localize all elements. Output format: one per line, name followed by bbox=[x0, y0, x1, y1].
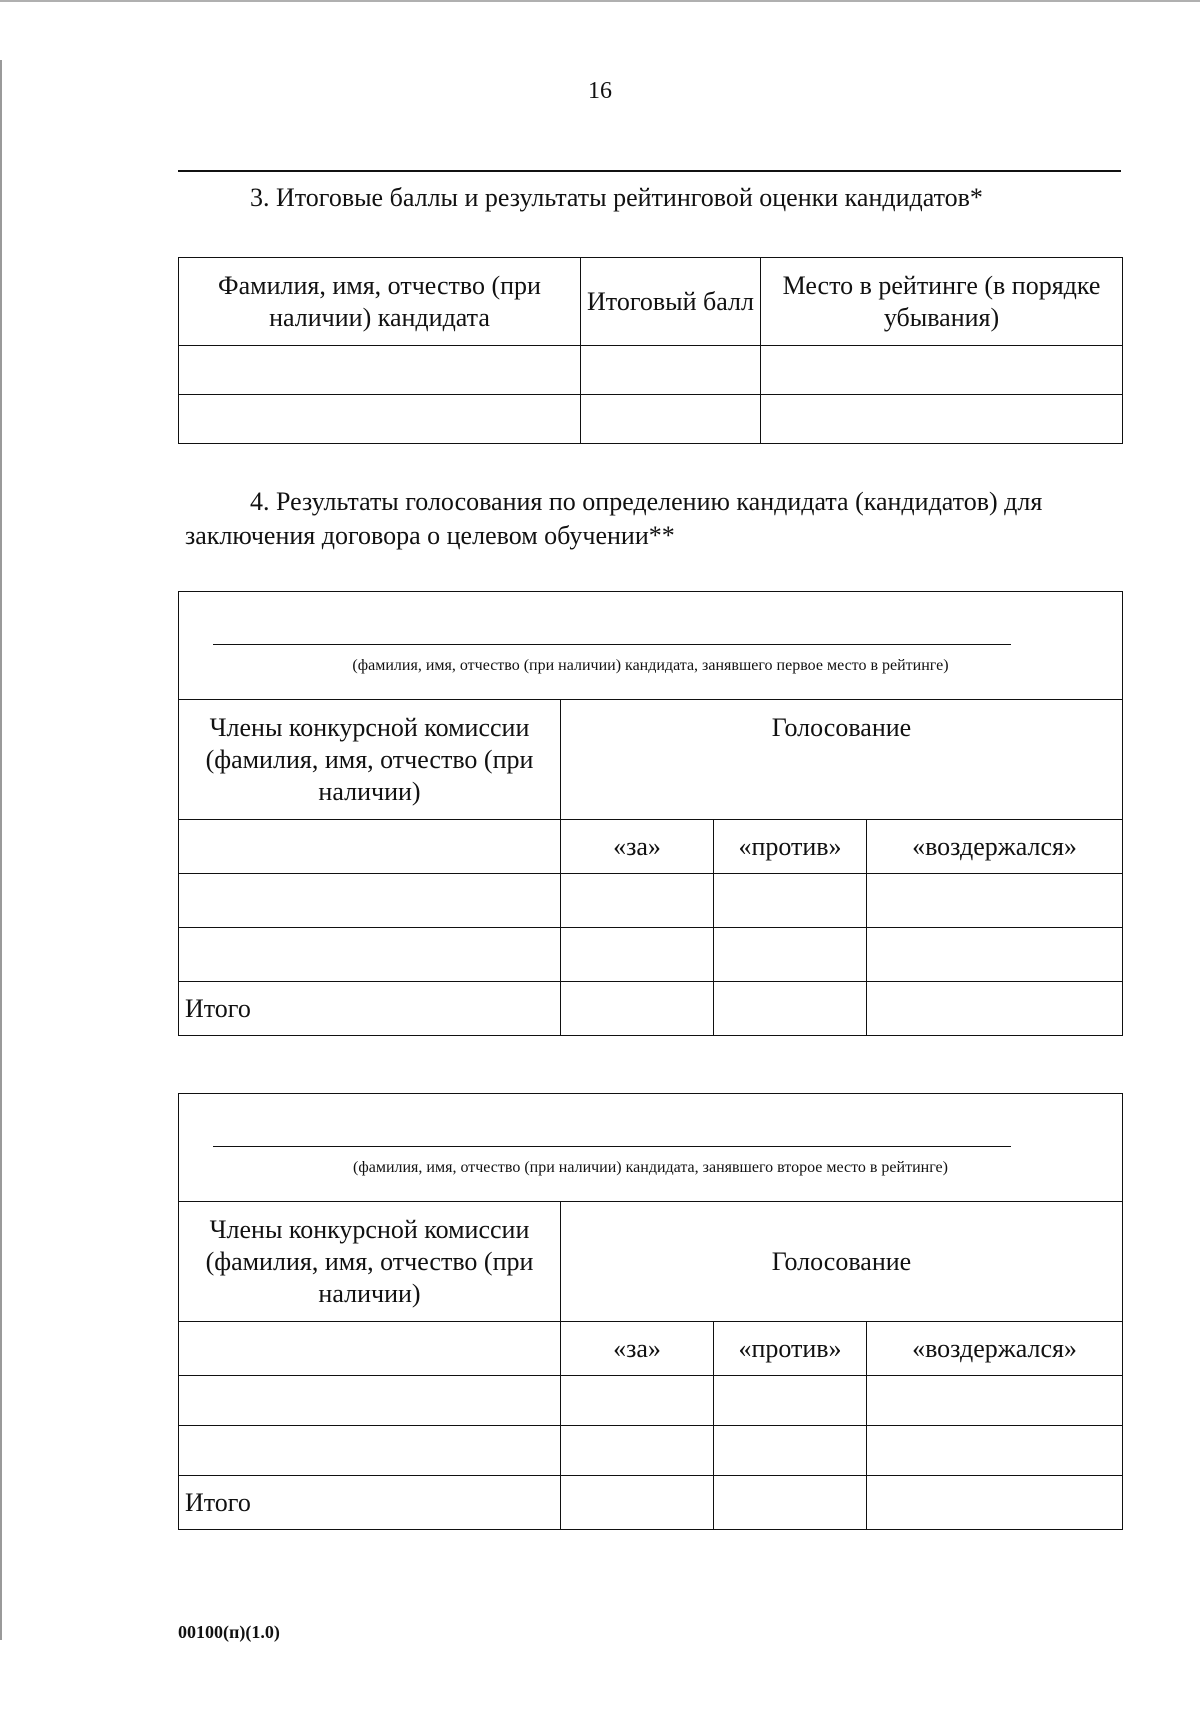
candidate-name-blank-line bbox=[213, 1146, 1011, 1147]
table-cell bbox=[179, 1426, 561, 1476]
section3-title: 3. Итоговые баллы и результаты рейтинговой оценки кандидатов* bbox=[250, 183, 983, 212]
table-cell bbox=[867, 1426, 1123, 1476]
table-cell bbox=[714, 1376, 867, 1426]
table-cell bbox=[714, 1426, 867, 1476]
vote-against-header: «против» bbox=[714, 820, 867, 874]
table-cell bbox=[867, 1476, 1123, 1530]
table-cell bbox=[179, 820, 561, 874]
total-label: Итого bbox=[179, 982, 561, 1036]
table-cell bbox=[714, 874, 867, 928]
table-cell bbox=[561, 1476, 714, 1530]
total-label: Итого bbox=[179, 1476, 561, 1530]
table-cell bbox=[561, 1426, 714, 1476]
page-number: 16 bbox=[588, 78, 612, 104]
header-rating-place: Место в рейтинге (в порядке убывания) bbox=[761, 258, 1123, 346]
first-place-caption: (фамилия, имя, отчество (при наличии) кандидата, занявшего первое место в рейтинге) bbox=[352, 657, 949, 674]
voting-table-first-place bbox=[178, 591, 1123, 1036]
second-place-caption: (фамилия, имя, отчество (при наличии) кандидата, занявшего второе место в рейтинге) bbox=[353, 1159, 948, 1176]
table-cell bbox=[867, 874, 1123, 928]
table-cell bbox=[179, 874, 561, 928]
rating-results-table bbox=[178, 257, 1123, 444]
table-cell bbox=[714, 928, 867, 982]
form-code: 00100(п)(1.0) bbox=[178, 1622, 280, 1642]
candidate-name-blank-line bbox=[213, 644, 1011, 645]
scan-left-edge bbox=[0, 60, 2, 1640]
table-cell bbox=[179, 395, 581, 444]
table-cell bbox=[179, 928, 561, 982]
table-cell bbox=[714, 1476, 867, 1530]
candidate-caption-cell bbox=[179, 1094, 1123, 1202]
table-cell bbox=[179, 1322, 561, 1376]
table-cell bbox=[867, 982, 1123, 1036]
section4-title: 4. Результаты голосования по определению кандидата (кандидатов) для заключения договора о целевом обучении** bbox=[185, 487, 1043, 550]
vote-abstain-header: «воздержался» bbox=[867, 1322, 1123, 1376]
table-cell bbox=[761, 346, 1123, 395]
members-header: Члены конкурсной комиссии (фамилия, имя, отчество (при наличии) bbox=[179, 1202, 561, 1322]
table-cell bbox=[867, 928, 1123, 982]
table-cell bbox=[561, 1376, 714, 1426]
vote-for-header: «за» bbox=[561, 820, 714, 874]
scan-top-edge bbox=[0, 0, 1200, 2]
header-candidate-name: Фамилия, имя, отчество (при наличии) кандидата bbox=[179, 258, 581, 346]
vote-for-header: «за» bbox=[561, 1322, 714, 1376]
table-cell bbox=[561, 928, 714, 982]
voting-header: Голосование bbox=[561, 1202, 1123, 1322]
members-header: Члены конкурсной комиссии (фамилия, имя, отчество (при наличии) bbox=[179, 700, 561, 820]
header-rule bbox=[178, 170, 1121, 172]
table-cell bbox=[581, 395, 761, 444]
header-total-score: Итоговый балл bbox=[581, 258, 761, 346]
table-cell bbox=[761, 395, 1123, 444]
vote-abstain-header: «воздержался» bbox=[867, 820, 1123, 874]
table-cell bbox=[714, 982, 867, 1036]
table-cell bbox=[179, 1376, 561, 1426]
table-cell bbox=[867, 1376, 1123, 1426]
table-cell bbox=[561, 874, 714, 928]
voting-header: Голосование bbox=[561, 700, 1123, 820]
vote-against-header: «против» bbox=[714, 1322, 867, 1376]
voting-table-second-place bbox=[178, 1093, 1123, 1530]
candidate-caption-cell bbox=[179, 592, 1123, 700]
table-cell bbox=[179, 346, 581, 395]
table-cell bbox=[581, 346, 761, 395]
table-cell bbox=[561, 982, 714, 1036]
